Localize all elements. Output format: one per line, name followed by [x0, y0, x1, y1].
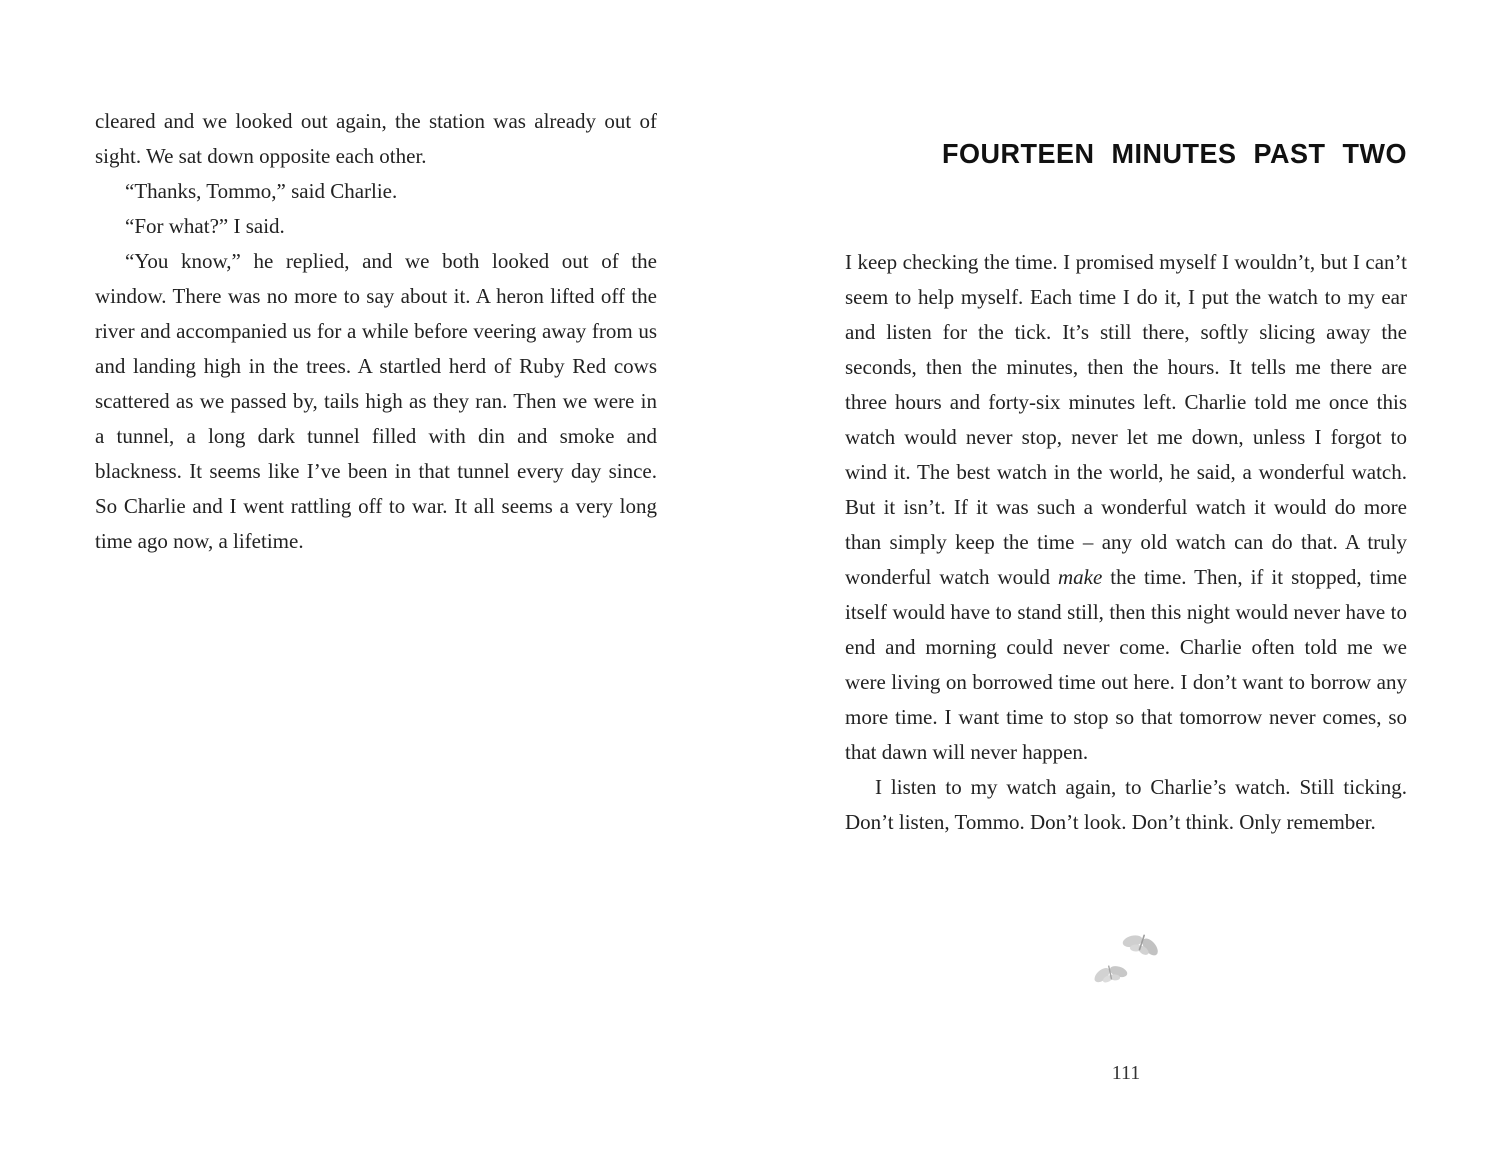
body-paragraph: cleared and we looked out again, the station was already out of sight. We sat down opposite each other.	[95, 109, 657, 168]
butterflies-illustration	[1080, 920, 1180, 1000]
butterfly-icon	[1090, 961, 1130, 986]
chapter-title-block	[845, 138, 1407, 169]
page-number: 111	[1111, 1062, 1141, 1084]
body-paragraph: “You know,” he replied, and we both looked out of the window. There was no more to say about it. A heron lifted off the river and accompanied us for a while before veering away from us and landing high in the trees. A startled herd of Ruby Red cows scattered as we passed by, tails high as they ran. Then we were in a tunnel, a long dark tunnel filled with din and smoke and blackness. It seems like I’ve been in that tunnel every day since. So Charlie and I went rattling off to war. It all seems a very long time ago now, a lifetime.	[95, 249, 657, 553]
italic-word: make	[1057, 565, 1103, 589]
paragraph-segment: the time. Then, if it stopped, time itself would have to stand still, then this night would never have to end and morning could never come. Charlie often told me we were living on borrowed time out here. I don’t want to borrow any more time. I want time to stop so that tomorrow never comes, so that dawn will never happen.	[845, 565, 1407, 764]
left-page-text	[95, 104, 657, 559]
right-page-text	[845, 245, 1407, 840]
body-paragraph: I listen to my watch again, to Charlie’s watch. Still ticking. Don’t listen, Tommo. Don’t look. Don’t think. Only remember.	[845, 775, 1407, 834]
dialogue-line: “For what?” I said.	[125, 214, 285, 238]
body-paragraph	[845, 245, 1407, 770]
dialogue-line: “Thanks, Tommo,” said Charlie.	[125, 179, 398, 203]
paragraph-segment: I keep checking the time. I promised myself I wouldn’t, but I can’t seem to help myself. Each time I do it, I put the watch to my ear and listen for the tick. It’s still there, softly slicing away the seconds, then the minutes, then the hours. It tells me there are three hours and forty-six minutes left. Charlie told me once this watch would never stop, never let me down, unless I forgot to wind it. The best watch in the world, he said, a wonderful watch. But it isn’t. If it was such a wonderful watch it would do more than simply keep the time – any old watch can do that. A truly wonderful watch would	[845, 250, 1407, 589]
chapter-title: FOURTEEN MINUTES PAST TWO	[942, 138, 1407, 170]
butterfly-icon	[1118, 928, 1164, 960]
